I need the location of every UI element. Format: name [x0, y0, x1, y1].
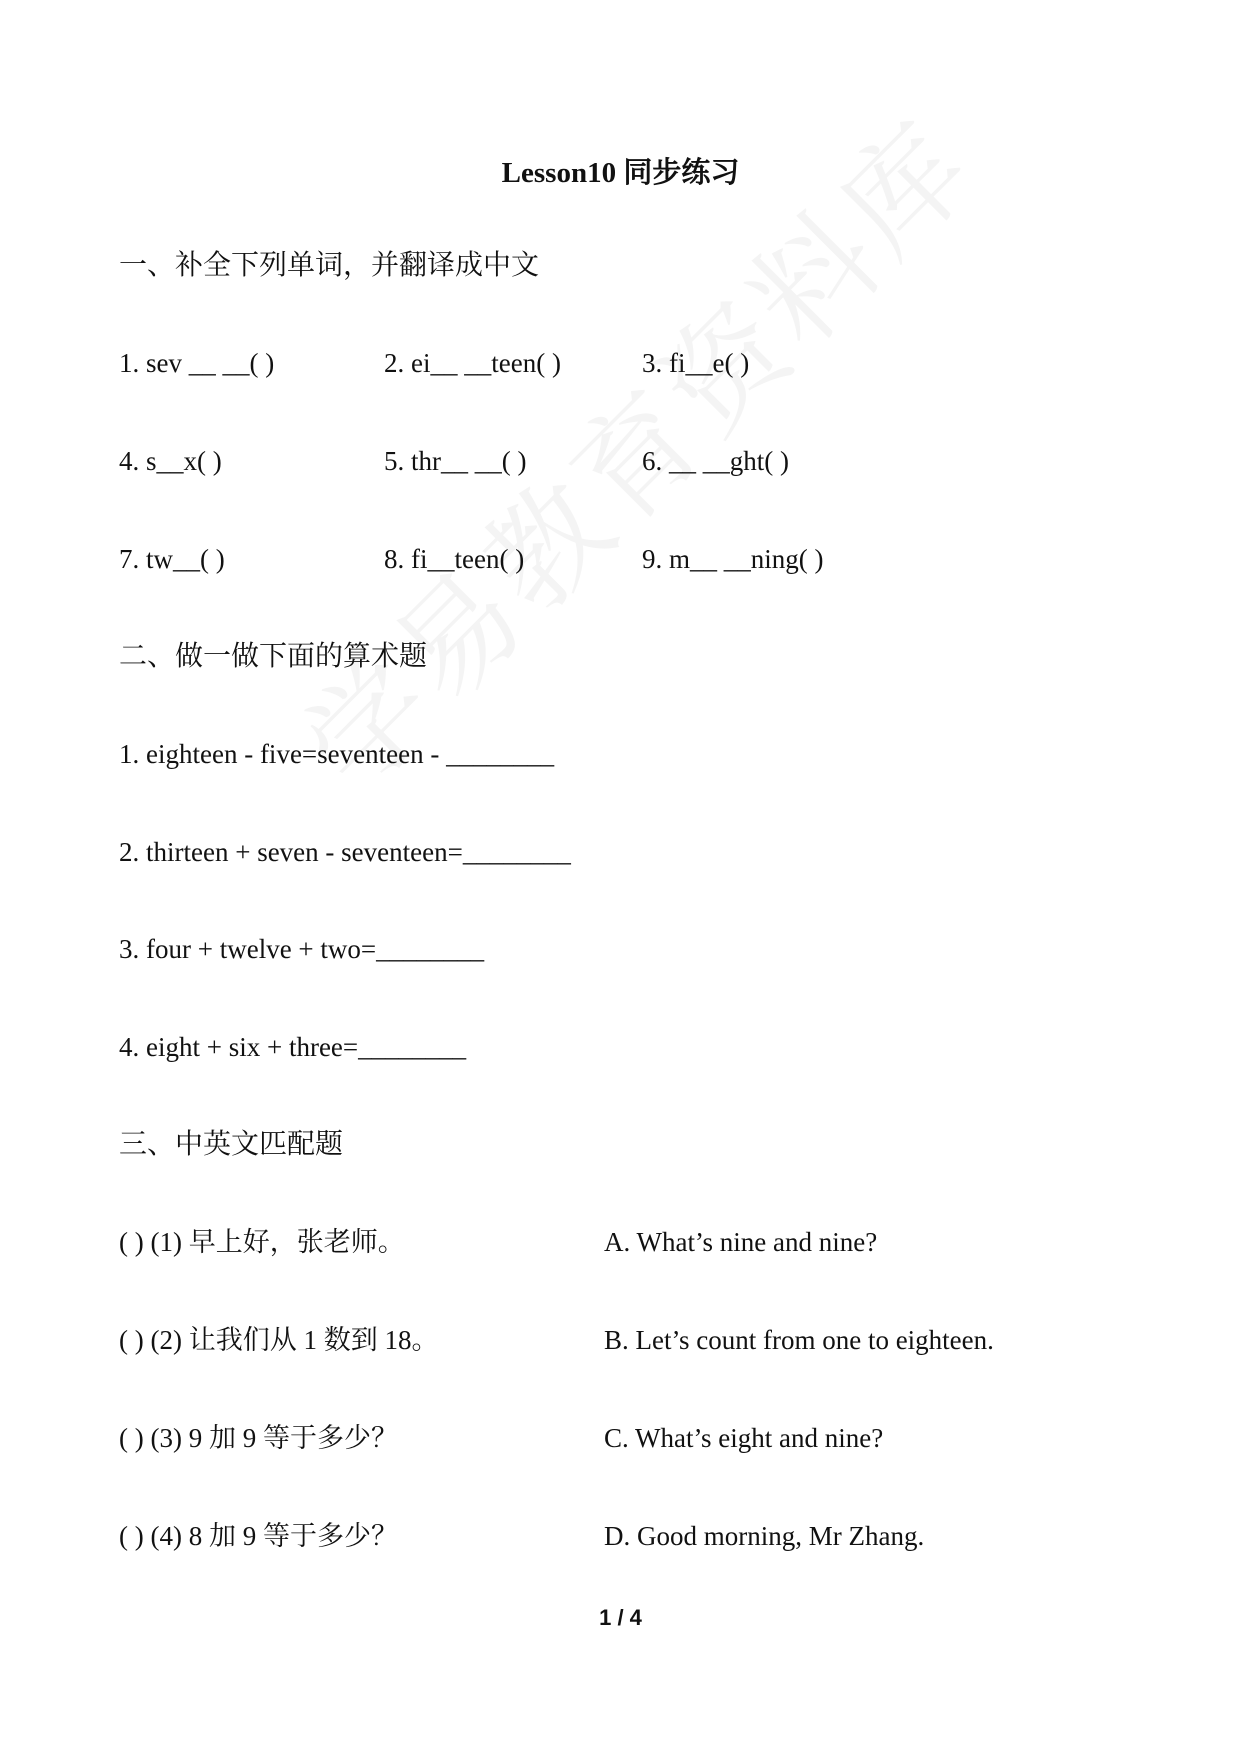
- math-item-4: 4. eight + six + three=________: [119, 1032, 467, 1062]
- math-item-3: 3. four + twelve + two=________: [119, 934, 485, 964]
- match-left-4: ( ) (4) 8 加 9 等于多少？: [119, 1521, 398, 1551]
- math-item-2: 2. thirteen + seven - seventeen=________: [119, 837, 571, 867]
- match-left-3: ( ) (3) 9 加 9 等于多少？: [119, 1423, 398, 1453]
- math-item-1: 1. eighteen - five=seventeen - ________: [119, 739, 555, 769]
- word-item-4: 4. s__x( ): [119, 446, 222, 476]
- page-number: 1 / 4: [599, 1605, 642, 1630]
- section-2-heading: 二、做一做下面的算术题: [119, 641, 428, 672]
- word-item-6: 6. __ __ght( ): [642, 446, 789, 476]
- word-item-5: 5. thr__ __( ): [384, 446, 527, 476]
- section-3-heading: 三、中英文匹配题: [119, 1129, 344, 1160]
- match-left-2: ( ) (2) 让我们从 1 数到 18。: [119, 1325, 439, 1355]
- match-right-d: D. Good morning, Mr Zhang.: [604, 1521, 925, 1551]
- word-item-2: 2. ei__ __teen( ): [384, 348, 561, 378]
- word-item-8: 8. fi__teen( ): [384, 544, 525, 574]
- match-left-1: ( ) (1) 早上好，张老师。: [119, 1227, 405, 1257]
- page-title: Lesson10 同步练习: [501, 157, 740, 189]
- match-right-b: B. Let’s count from one to eighteen.: [604, 1325, 994, 1355]
- word-item-7: 7. tw__( ): [119, 544, 225, 574]
- word-item-1: 1. sev __ __( ): [119, 348, 275, 378]
- word-item-9: 9. m__ __ning( ): [642, 544, 824, 574]
- match-right-c: C. What’s eight and nine?: [604, 1423, 884, 1453]
- word-item-3: 3. fi__e( ): [642, 348, 750, 378]
- match-right-a: A. What’s nine and nine?: [604, 1227, 878, 1257]
- section-1-heading: 一、补全下列单词，并翻译成中文: [119, 250, 540, 281]
